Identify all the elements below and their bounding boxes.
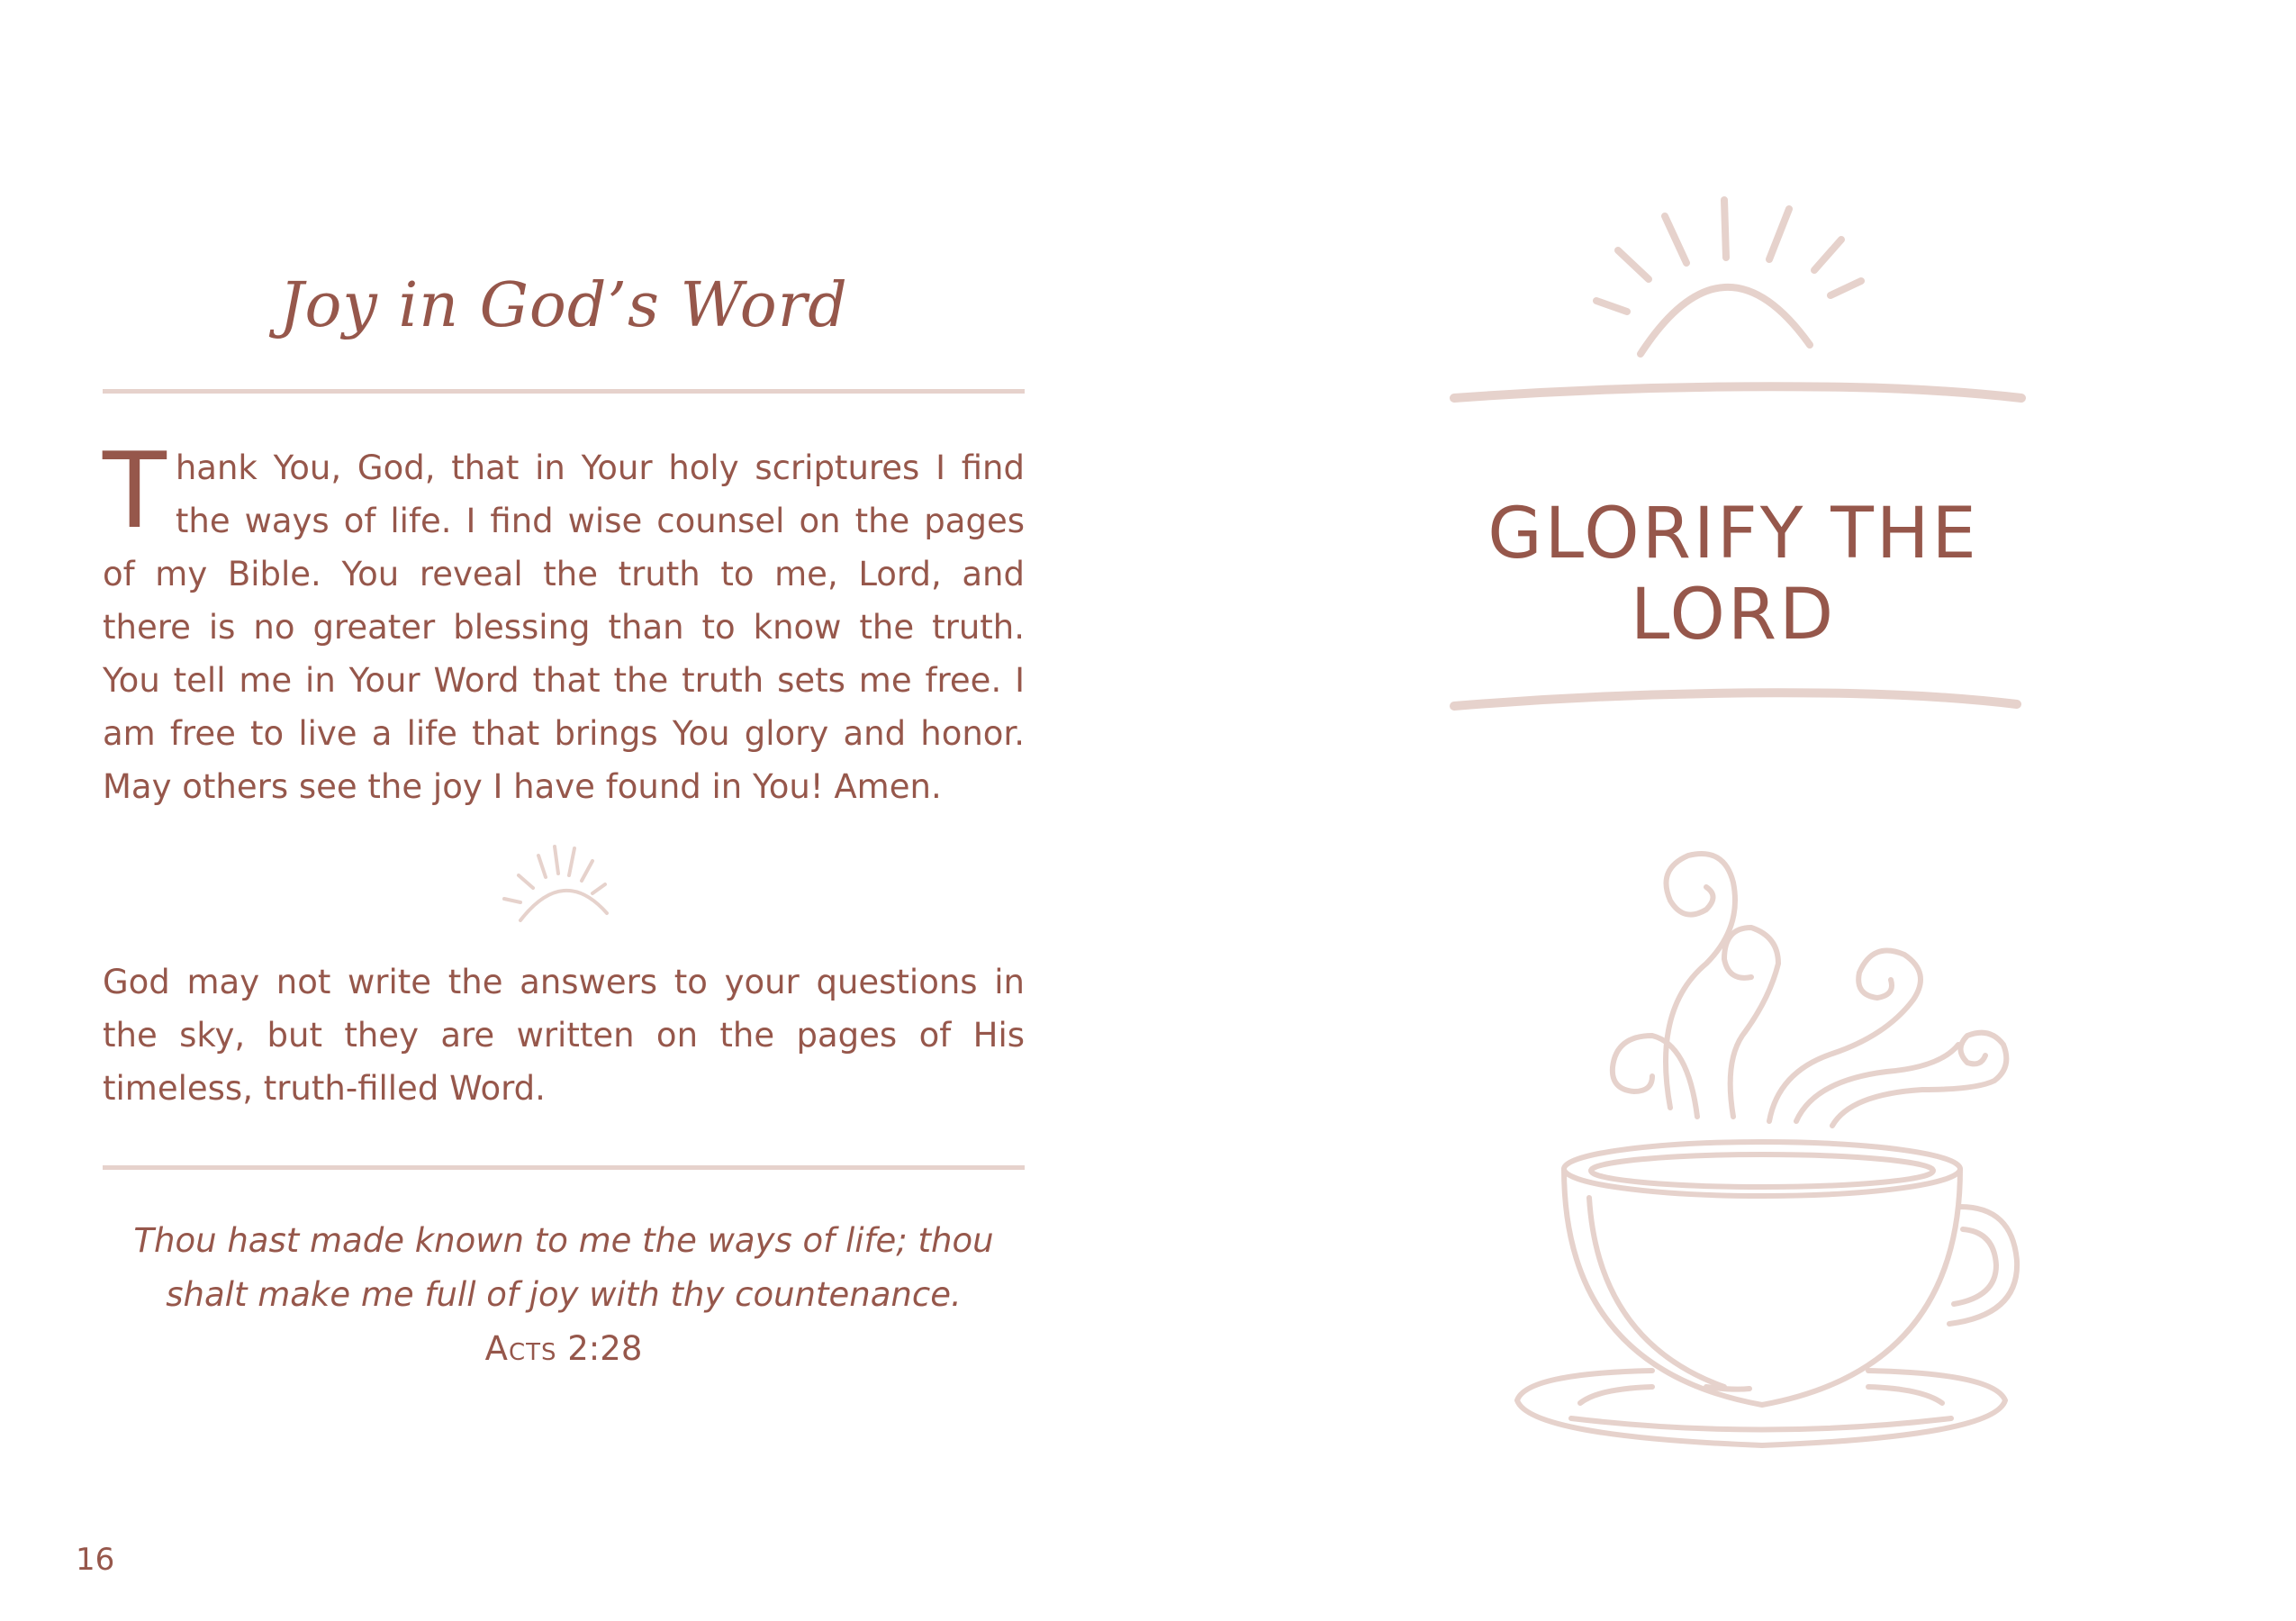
decorative-art (1148, 0, 2296, 1621)
verse-chapter: 2:28 (567, 1329, 643, 1368)
title-divider (103, 389, 1025, 394)
devotion-title: Joy in God’s Word (279, 270, 848, 341)
verse-divider (103, 1165, 1025, 1170)
section-heading: GLORIFY THE LORD (1487, 494, 1979, 656)
verse-line-2: shalt make me full of joy with thy countenance. (166, 1275, 962, 1314)
page-number: 16 (76, 1542, 115, 1578)
verse-book: Acts (484, 1329, 557, 1368)
top-brush-rule (1454, 386, 2021, 398)
verse-reference (103, 1322, 1025, 1376)
teacup-icon (1517, 854, 2017, 1445)
reflection-paragraph: God may not write the answers to your questions in the sky, but they are written on the pages of His timeless, truth-filled Word. (103, 963, 1025, 1108)
right-page (1148, 0, 2296, 1621)
drop-cap: T (103, 430, 167, 552)
prayer-paragraph (103, 430, 1025, 813)
bottom-brush-rule (1454, 693, 2017, 706)
scripture-verse (103, 1214, 1025, 1322)
verse-line-1: Thou hast made known to me the ways of life; thou (133, 1221, 994, 1260)
small-sun-icon (493, 838, 637, 928)
sun-icon (1596, 200, 1861, 354)
prayer-text: hank You, God, that in Your holy scriptures I find the ways of life. I find wise counsel on the pages of my Bible. You reveal the truth to me, Lord, and there is no greater blessing than to know the truth. You tell me in Your Word that the truth sets me free. I am free to live a life that brings You glory and honor. May others see the joy I have found in You! Amen. (103, 448, 1025, 806)
